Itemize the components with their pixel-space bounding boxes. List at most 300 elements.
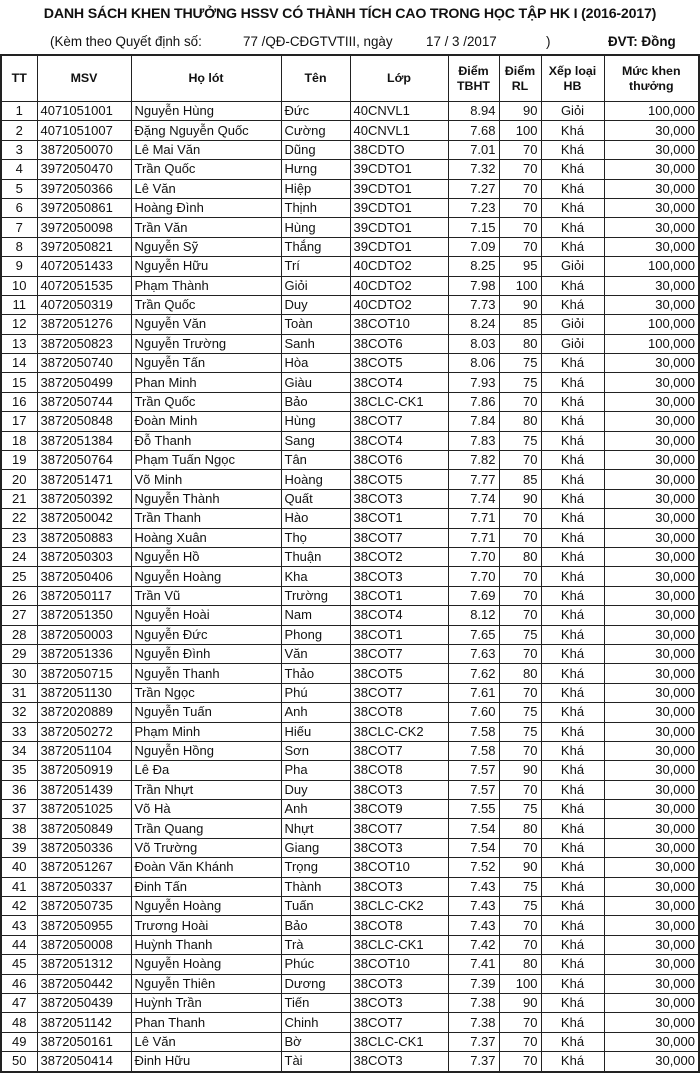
cell-muc-khen-thuong: 30,000 — [604, 741, 699, 760]
cell-tt: 12 — [1, 315, 37, 334]
header-muc-khen-thuong — [604, 55, 699, 102]
cell-muc-khen-thuong: 30,000 — [604, 761, 699, 780]
cell-ho-lot: Nguyễn Hoàng — [131, 897, 281, 916]
header-diem-tbht-line1: Điểm — [458, 63, 489, 78]
cell-xep-loai: Giỏi — [541, 334, 604, 353]
cell-msv: 3872050744 — [37, 392, 131, 411]
cell-tt: 47 — [1, 993, 37, 1012]
cell-diem-tbht: 7.38 — [448, 1013, 499, 1032]
cell-lop: 38COT10 — [350, 858, 448, 877]
cell-msv: 3872050442 — [37, 974, 131, 993]
table-row — [1, 993, 699, 1012]
cell-diem-rl: 70 — [499, 1032, 541, 1051]
cell-msv: 4072050319 — [37, 295, 131, 314]
cell-tt: 44 — [1, 935, 37, 954]
cell-diem-tbht: 7.57 — [448, 761, 499, 780]
cell-lop: 38COT4 — [350, 373, 448, 392]
cell-ho-lot: Nguyễn Tuấn — [131, 703, 281, 722]
cell-xep-loai: Khá — [541, 741, 604, 760]
cell-msv: 3872050883 — [37, 528, 131, 547]
cell-xep-loai: Khá — [541, 373, 604, 392]
cell-diem-tbht: 7.70 — [448, 547, 499, 566]
cell-diem-tbht: 7.69 — [448, 586, 499, 605]
cell-muc-khen-thuong: 30,000 — [604, 606, 699, 625]
cell-diem-rl: 70 — [499, 606, 541, 625]
cell-ho-lot: Nguyễn Đình — [131, 644, 281, 663]
cell-diem-tbht: 7.37 — [448, 1032, 499, 1051]
cell-tt: 17 — [1, 412, 37, 431]
cell-lop: 40CNVL1 — [350, 102, 448, 121]
cell-diem-tbht: 7.73 — [448, 295, 499, 314]
table-row — [1, 664, 699, 683]
cell-tt: 32 — [1, 703, 37, 722]
cell-ten: Thịnh — [281, 198, 350, 217]
cell-muc-khen-thuong: 30,000 — [604, 489, 699, 508]
cell-lop: 38COT8 — [350, 703, 448, 722]
cell-diem-rl: 70 — [499, 1013, 541, 1032]
cell-diem-rl: 70 — [499, 644, 541, 663]
cell-muc-khen-thuong: 30,000 — [604, 451, 699, 470]
cell-ten: Trà — [281, 935, 350, 954]
cell-ho-lot: Võ Minh — [131, 470, 281, 489]
cell-lop: 38COT5 — [350, 664, 448, 683]
cell-msv: 3872050414 — [37, 1052, 131, 1072]
cell-diem-rl: 70 — [499, 237, 541, 256]
cell-ten: Tài — [281, 1052, 350, 1072]
cell-xep-loai: Khá — [541, 179, 604, 198]
cell-msv: 3872050849 — [37, 819, 131, 838]
cell-diem-tbht: 7.57 — [448, 780, 499, 799]
cell-xep-loai: Khá — [541, 509, 604, 528]
cell-ho-lot: Nguyễn Hồng — [131, 741, 281, 760]
table-row — [1, 1052, 699, 1072]
cell-muc-khen-thuong: 30,000 — [604, 703, 699, 722]
table-header-row — [1, 55, 699, 102]
cell-diem-rl: 80 — [499, 664, 541, 683]
cell-xep-loai: Khá — [541, 974, 604, 993]
cell-ten: Hòa — [281, 354, 350, 373]
cell-diem-rl: 80 — [499, 819, 541, 838]
table-row — [1, 625, 699, 644]
cell-tt: 49 — [1, 1032, 37, 1051]
decision-date: 17 / 3 /2017 — [426, 34, 497, 49]
cell-diem-tbht: 7.52 — [448, 858, 499, 877]
cell-lop: 39CDTO1 — [350, 198, 448, 217]
table-row — [1, 819, 699, 838]
cell-diem-rl: 70 — [499, 916, 541, 935]
cell-msv: 4072051433 — [37, 257, 131, 276]
cell-ho-lot: Nguyễn Sỹ — [131, 237, 281, 256]
cell-lop: 40CDTO2 — [350, 295, 448, 314]
cell-ten: Hùng — [281, 218, 350, 237]
cell-xep-loai: Khá — [541, 1032, 604, 1051]
cell-xep-loai: Khá — [541, 198, 604, 217]
cell-msv: 3872050117 — [37, 586, 131, 605]
cell-diem-rl: 90 — [499, 102, 541, 121]
cell-muc-khen-thuong: 30,000 — [604, 722, 699, 741]
cell-muc-khen-thuong: 30,000 — [604, 955, 699, 974]
cell-ten: Tiến — [281, 993, 350, 1012]
decision-prefix: (Kèm theo Quyết định số: — [50, 34, 202, 49]
table-row — [1, 315, 699, 334]
table-row — [1, 761, 699, 780]
cell-msv: 4072051535 — [37, 276, 131, 295]
cell-muc-khen-thuong: 30,000 — [604, 547, 699, 566]
decision-close: ) — [546, 34, 551, 49]
cell-muc-khen-thuong: 30,000 — [604, 218, 699, 237]
cell-lop: 38COT7 — [350, 741, 448, 760]
cell-tt: 2 — [1, 121, 37, 140]
header-xep-loai-line2: HB — [563, 78, 582, 93]
cell-msv: 3872051130 — [37, 683, 131, 702]
cell-ho-lot: Đỗ Thanh — [131, 431, 281, 450]
cell-lop: 38COT3 — [350, 838, 448, 857]
cell-tt: 16 — [1, 392, 37, 411]
cell-muc-khen-thuong: 30,000 — [604, 644, 699, 663]
cell-msv: 3872051471 — [37, 470, 131, 489]
table-row — [1, 470, 699, 489]
table-row — [1, 800, 699, 819]
cell-tt: 13 — [1, 334, 37, 353]
cell-msv: 3872050439 — [37, 993, 131, 1012]
cell-xep-loai: Khá — [541, 489, 604, 508]
cell-ten: Thuận — [281, 547, 350, 566]
cell-msv: 3872051104 — [37, 741, 131, 760]
table-row — [1, 218, 699, 237]
cell-ten: Tân — [281, 451, 350, 470]
cell-muc-khen-thuong: 30,000 — [604, 858, 699, 877]
cell-diem-tbht: 7.70 — [448, 567, 499, 586]
cell-muc-khen-thuong: 30,000 — [604, 683, 699, 702]
cell-xep-loai: Khá — [541, 1013, 604, 1032]
cell-diem-rl: 75 — [499, 625, 541, 644]
cell-ho-lot: Trần Văn — [131, 218, 281, 237]
cell-ho-lot: Đoàn Minh — [131, 412, 281, 431]
cell-diem-rl: 70 — [499, 586, 541, 605]
decision-number: 77 /QĐ-CĐGTVTIII, ngày — [243, 34, 393, 49]
cell-tt: 5 — [1, 179, 37, 198]
cell-msv: 3872050161 — [37, 1032, 131, 1051]
cell-ho-lot: Trần Quốc — [131, 160, 281, 179]
cell-diem-rl: 100 — [499, 121, 541, 140]
cell-tt: 1 — [1, 102, 37, 121]
cell-diem-tbht: 7.74 — [448, 489, 499, 508]
cell-muc-khen-thuong: 30,000 — [604, 935, 699, 954]
cell-xep-loai: Khá — [541, 276, 604, 295]
cell-ho-lot: Trần Ngọc — [131, 683, 281, 702]
cell-tt: 27 — [1, 606, 37, 625]
cell-lop: 38COT6 — [350, 334, 448, 353]
table-row — [1, 160, 699, 179]
cell-diem-rl: 75 — [499, 431, 541, 450]
cell-diem-rl: 80 — [499, 412, 541, 431]
cell-xep-loai: Khá — [541, 431, 604, 450]
cell-diem-rl: 80 — [499, 547, 541, 566]
cell-diem-tbht: 7.63 — [448, 644, 499, 663]
cell-muc-khen-thuong: 30,000 — [604, 586, 699, 605]
cell-diem-tbht: 8.12 — [448, 606, 499, 625]
cell-muc-khen-thuong: 30,000 — [604, 198, 699, 217]
cell-diem-rl: 70 — [499, 218, 541, 237]
cell-ho-lot: Lê Mai Văn — [131, 140, 281, 159]
cell-msv: 3872050008 — [37, 935, 131, 954]
cell-lop: 39CDTO1 — [350, 218, 448, 237]
cell-muc-khen-thuong: 30,000 — [604, 974, 699, 993]
cell-diem-rl: 70 — [499, 509, 541, 528]
cell-ho-lot: Đặng Nguyễn Quốc — [131, 121, 281, 140]
cell-muc-khen-thuong: 30,000 — [604, 392, 699, 411]
cell-msv: 3872050303 — [37, 547, 131, 566]
cell-ten: Hùng — [281, 412, 350, 431]
cell-xep-loai: Khá — [541, 858, 604, 877]
cell-tt: 34 — [1, 741, 37, 760]
cell-msv: 3872051336 — [37, 644, 131, 663]
cell-tt: 9 — [1, 257, 37, 276]
cell-lop: 38COT10 — [350, 315, 448, 334]
cell-ho-lot: Nguyễn Hồ — [131, 547, 281, 566]
cell-diem-tbht: 7.54 — [448, 819, 499, 838]
cell-diem-rl: 75 — [499, 722, 541, 741]
cell-muc-khen-thuong: 30,000 — [604, 877, 699, 896]
cell-xep-loai: Khá — [541, 916, 604, 935]
cell-ten: Thắng — [281, 237, 350, 256]
cell-muc-khen-thuong: 30,000 — [604, 567, 699, 586]
cell-tt: 33 — [1, 722, 37, 741]
cell-diem-rl: 70 — [499, 160, 541, 179]
cell-msv: 3872050272 — [37, 722, 131, 741]
cell-muc-khen-thuong: 30,000 — [604, 431, 699, 450]
header-msv: MSV — [37, 55, 131, 102]
cell-ten: Pha — [281, 761, 350, 780]
cell-muc-khen-thuong: 30,000 — [604, 819, 699, 838]
cell-msv: 3872051276 — [37, 315, 131, 334]
cell-tt: 6 — [1, 198, 37, 217]
cell-diem-rl: 70 — [499, 741, 541, 760]
cell-ten: Bảo — [281, 916, 350, 935]
cell-diem-tbht: 7.43 — [448, 916, 499, 935]
cell-ho-lot: Trần Quang — [131, 819, 281, 838]
cell-ten: Thảo — [281, 664, 350, 683]
table-row — [1, 935, 699, 954]
cell-diem-tbht: 8.94 — [448, 102, 499, 121]
cell-diem-rl: 70 — [499, 935, 541, 954]
table-row — [1, 644, 699, 663]
cell-msv: 3872050042 — [37, 509, 131, 528]
cell-msv: 3872050715 — [37, 664, 131, 683]
unit-label: ĐVT: Đồng — [608, 34, 676, 49]
table-row — [1, 140, 699, 159]
cell-muc-khen-thuong: 30,000 — [604, 140, 699, 159]
table-row — [1, 1032, 699, 1051]
cell-xep-loai: Khá — [541, 237, 604, 256]
cell-diem-tbht: 7.71 — [448, 509, 499, 528]
awards-table — [0, 54, 700, 1073]
cell-xep-loai: Khá — [541, 993, 604, 1012]
cell-xep-loai: Khá — [541, 625, 604, 644]
cell-ten: Hoàng — [281, 470, 350, 489]
cell-tt: 39 — [1, 838, 37, 857]
cell-muc-khen-thuong: 30,000 — [604, 1052, 699, 1072]
cell-diem-tbht: 7.41 — [448, 955, 499, 974]
cell-ten: Duy — [281, 295, 350, 314]
table-row — [1, 780, 699, 799]
cell-tt: 35 — [1, 761, 37, 780]
cell-ho-lot: Nguyễn Hữu — [131, 257, 281, 276]
cell-xep-loai: Giỏi — [541, 257, 604, 276]
table-row — [1, 916, 699, 935]
cell-ten: Sang — [281, 431, 350, 450]
cell-msv: 3872050740 — [37, 354, 131, 373]
cell-tt: 22 — [1, 509, 37, 528]
cell-diem-rl: 70 — [499, 528, 541, 547]
table-row — [1, 373, 699, 392]
cell-tt: 23 — [1, 528, 37, 547]
header-xep-loai-line1: Xếp loại — [548, 63, 597, 78]
cell-lop: 38CLC-CK2 — [350, 897, 448, 916]
cell-msv: 3872050735 — [37, 897, 131, 916]
cell-ho-lot: Nguyễn Trường — [131, 334, 281, 353]
header-diem-tbht — [448, 55, 499, 102]
cell-ten: Phong — [281, 625, 350, 644]
cell-tt: 14 — [1, 354, 37, 373]
table-row — [1, 334, 699, 353]
cell-diem-rl: 70 — [499, 140, 541, 159]
cell-ten: Anh — [281, 703, 350, 722]
cell-xep-loai: Khá — [541, 683, 604, 702]
cell-muc-khen-thuong: 30,000 — [604, 780, 699, 799]
cell-xep-loai: Khá — [541, 644, 604, 663]
cell-lop: 38COT2 — [350, 547, 448, 566]
cell-xep-loai: Khá — [541, 218, 604, 237]
cell-xep-loai: Khá — [541, 722, 604, 741]
cell-diem-tbht: 7.77 — [448, 470, 499, 489]
cell-msv: 3972050821 — [37, 237, 131, 256]
cell-ho-lot: Lê Đa — [131, 761, 281, 780]
cell-lop: 38COT7 — [350, 1013, 448, 1032]
cell-ten: Toàn — [281, 315, 350, 334]
cell-msv: 3872051025 — [37, 800, 131, 819]
cell-ho-lot: Nguyễn Thiên — [131, 974, 281, 993]
cell-tt: 8 — [1, 237, 37, 256]
cell-ten: Trí — [281, 257, 350, 276]
cell-lop: 38COT3 — [350, 877, 448, 896]
cell-diem-tbht: 8.03 — [448, 334, 499, 353]
cell-msv: 3872050919 — [37, 761, 131, 780]
cell-diem-tbht: 7.27 — [448, 179, 499, 198]
cell-diem-tbht: 7.58 — [448, 722, 499, 741]
cell-lop: 39CDTO1 — [350, 179, 448, 198]
table-row — [1, 509, 699, 528]
cell-lop: 40CDTO2 — [350, 276, 448, 295]
cell-ho-lot: Võ Hà — [131, 800, 281, 819]
cell-muc-khen-thuong: 30,000 — [604, 664, 699, 683]
cell-ho-lot: Phạm Thành — [131, 276, 281, 295]
cell-xep-loai: Khá — [541, 703, 604, 722]
cell-diem-tbht: 7.54 — [448, 838, 499, 857]
table-row — [1, 547, 699, 566]
cell-msv: 3872050823 — [37, 334, 131, 353]
cell-diem-rl: 70 — [499, 451, 541, 470]
cell-msv: 3872051350 — [37, 606, 131, 625]
cell-msv: 3872051312 — [37, 955, 131, 974]
cell-ten: Sơn — [281, 741, 350, 760]
table-row — [1, 276, 699, 295]
cell-lop: 38COT7 — [350, 819, 448, 838]
header-ho-lot: Họ lót — [131, 55, 281, 102]
table-row — [1, 392, 699, 411]
cell-msv: 3872051142 — [37, 1013, 131, 1032]
cell-diem-rl: 80 — [499, 334, 541, 353]
cell-diem-rl: 75 — [499, 800, 541, 819]
cell-tt: 18 — [1, 431, 37, 450]
cell-muc-khen-thuong: 100,000 — [604, 257, 699, 276]
cell-msv: 4071051007 — [37, 121, 131, 140]
cell-diem-tbht: 7.93 — [448, 373, 499, 392]
cell-lop: 38COT5 — [350, 470, 448, 489]
cell-msv: 3972050098 — [37, 218, 131, 237]
cell-diem-tbht: 8.06 — [448, 354, 499, 373]
cell-ho-lot: Đoàn Văn Khánh — [131, 858, 281, 877]
cell-tt: 40 — [1, 858, 37, 877]
cell-msv: 3872020889 — [37, 703, 131, 722]
cell-tt: 38 — [1, 819, 37, 838]
cell-lop: 40CDTO2 — [350, 257, 448, 276]
cell-msv: 3872050406 — [37, 567, 131, 586]
cell-diem-tbht: 7.68 — [448, 121, 499, 140]
cell-muc-khen-thuong: 30,000 — [604, 838, 699, 857]
cell-ten: Bờ — [281, 1032, 350, 1051]
cell-lop: 38COT6 — [350, 451, 448, 470]
cell-diem-tbht: 7.43 — [448, 877, 499, 896]
cell-tt: 25 — [1, 567, 37, 586]
cell-diem-rl: 70 — [499, 838, 541, 857]
cell-ten: Hiếu — [281, 722, 350, 741]
cell-msv: 3872050499 — [37, 373, 131, 392]
cell-msv: 3872050764 — [37, 451, 131, 470]
cell-diem-tbht: 7.09 — [448, 237, 499, 256]
cell-xep-loai: Khá — [541, 160, 604, 179]
cell-tt: 45 — [1, 955, 37, 974]
cell-lop: 38COT1 — [350, 625, 448, 644]
cell-diem-tbht: 7.01 — [448, 140, 499, 159]
cell-xep-loai: Khá — [541, 567, 604, 586]
cell-ten: Cường — [281, 121, 350, 140]
table-row — [1, 606, 699, 625]
table-row — [1, 897, 699, 916]
cell-msv: 3872050003 — [37, 625, 131, 644]
cell-diem-rl: 70 — [499, 567, 541, 586]
table-row — [1, 198, 699, 217]
cell-tt: 4 — [1, 160, 37, 179]
cell-ten: Giang — [281, 838, 350, 857]
table-row — [1, 237, 699, 256]
cell-msv: 3872050392 — [37, 489, 131, 508]
cell-tt: 3 — [1, 140, 37, 159]
cell-lop: 38CDTO — [350, 140, 448, 159]
cell-msv: 3972050470 — [37, 160, 131, 179]
cell-ho-lot: Trần Nhựt — [131, 780, 281, 799]
cell-diem-tbht: 7.71 — [448, 528, 499, 547]
table-row — [1, 179, 699, 198]
cell-xep-loai: Khá — [541, 140, 604, 159]
cell-diem-rl: 70 — [499, 198, 541, 217]
table-row — [1, 1013, 699, 1032]
cell-xep-loai: Khá — [541, 761, 604, 780]
cell-lop: 38COT3 — [350, 489, 448, 508]
cell-diem-rl: 90 — [499, 295, 541, 314]
cell-diem-rl: 95 — [499, 257, 541, 276]
cell-diem-rl: 75 — [499, 373, 541, 392]
